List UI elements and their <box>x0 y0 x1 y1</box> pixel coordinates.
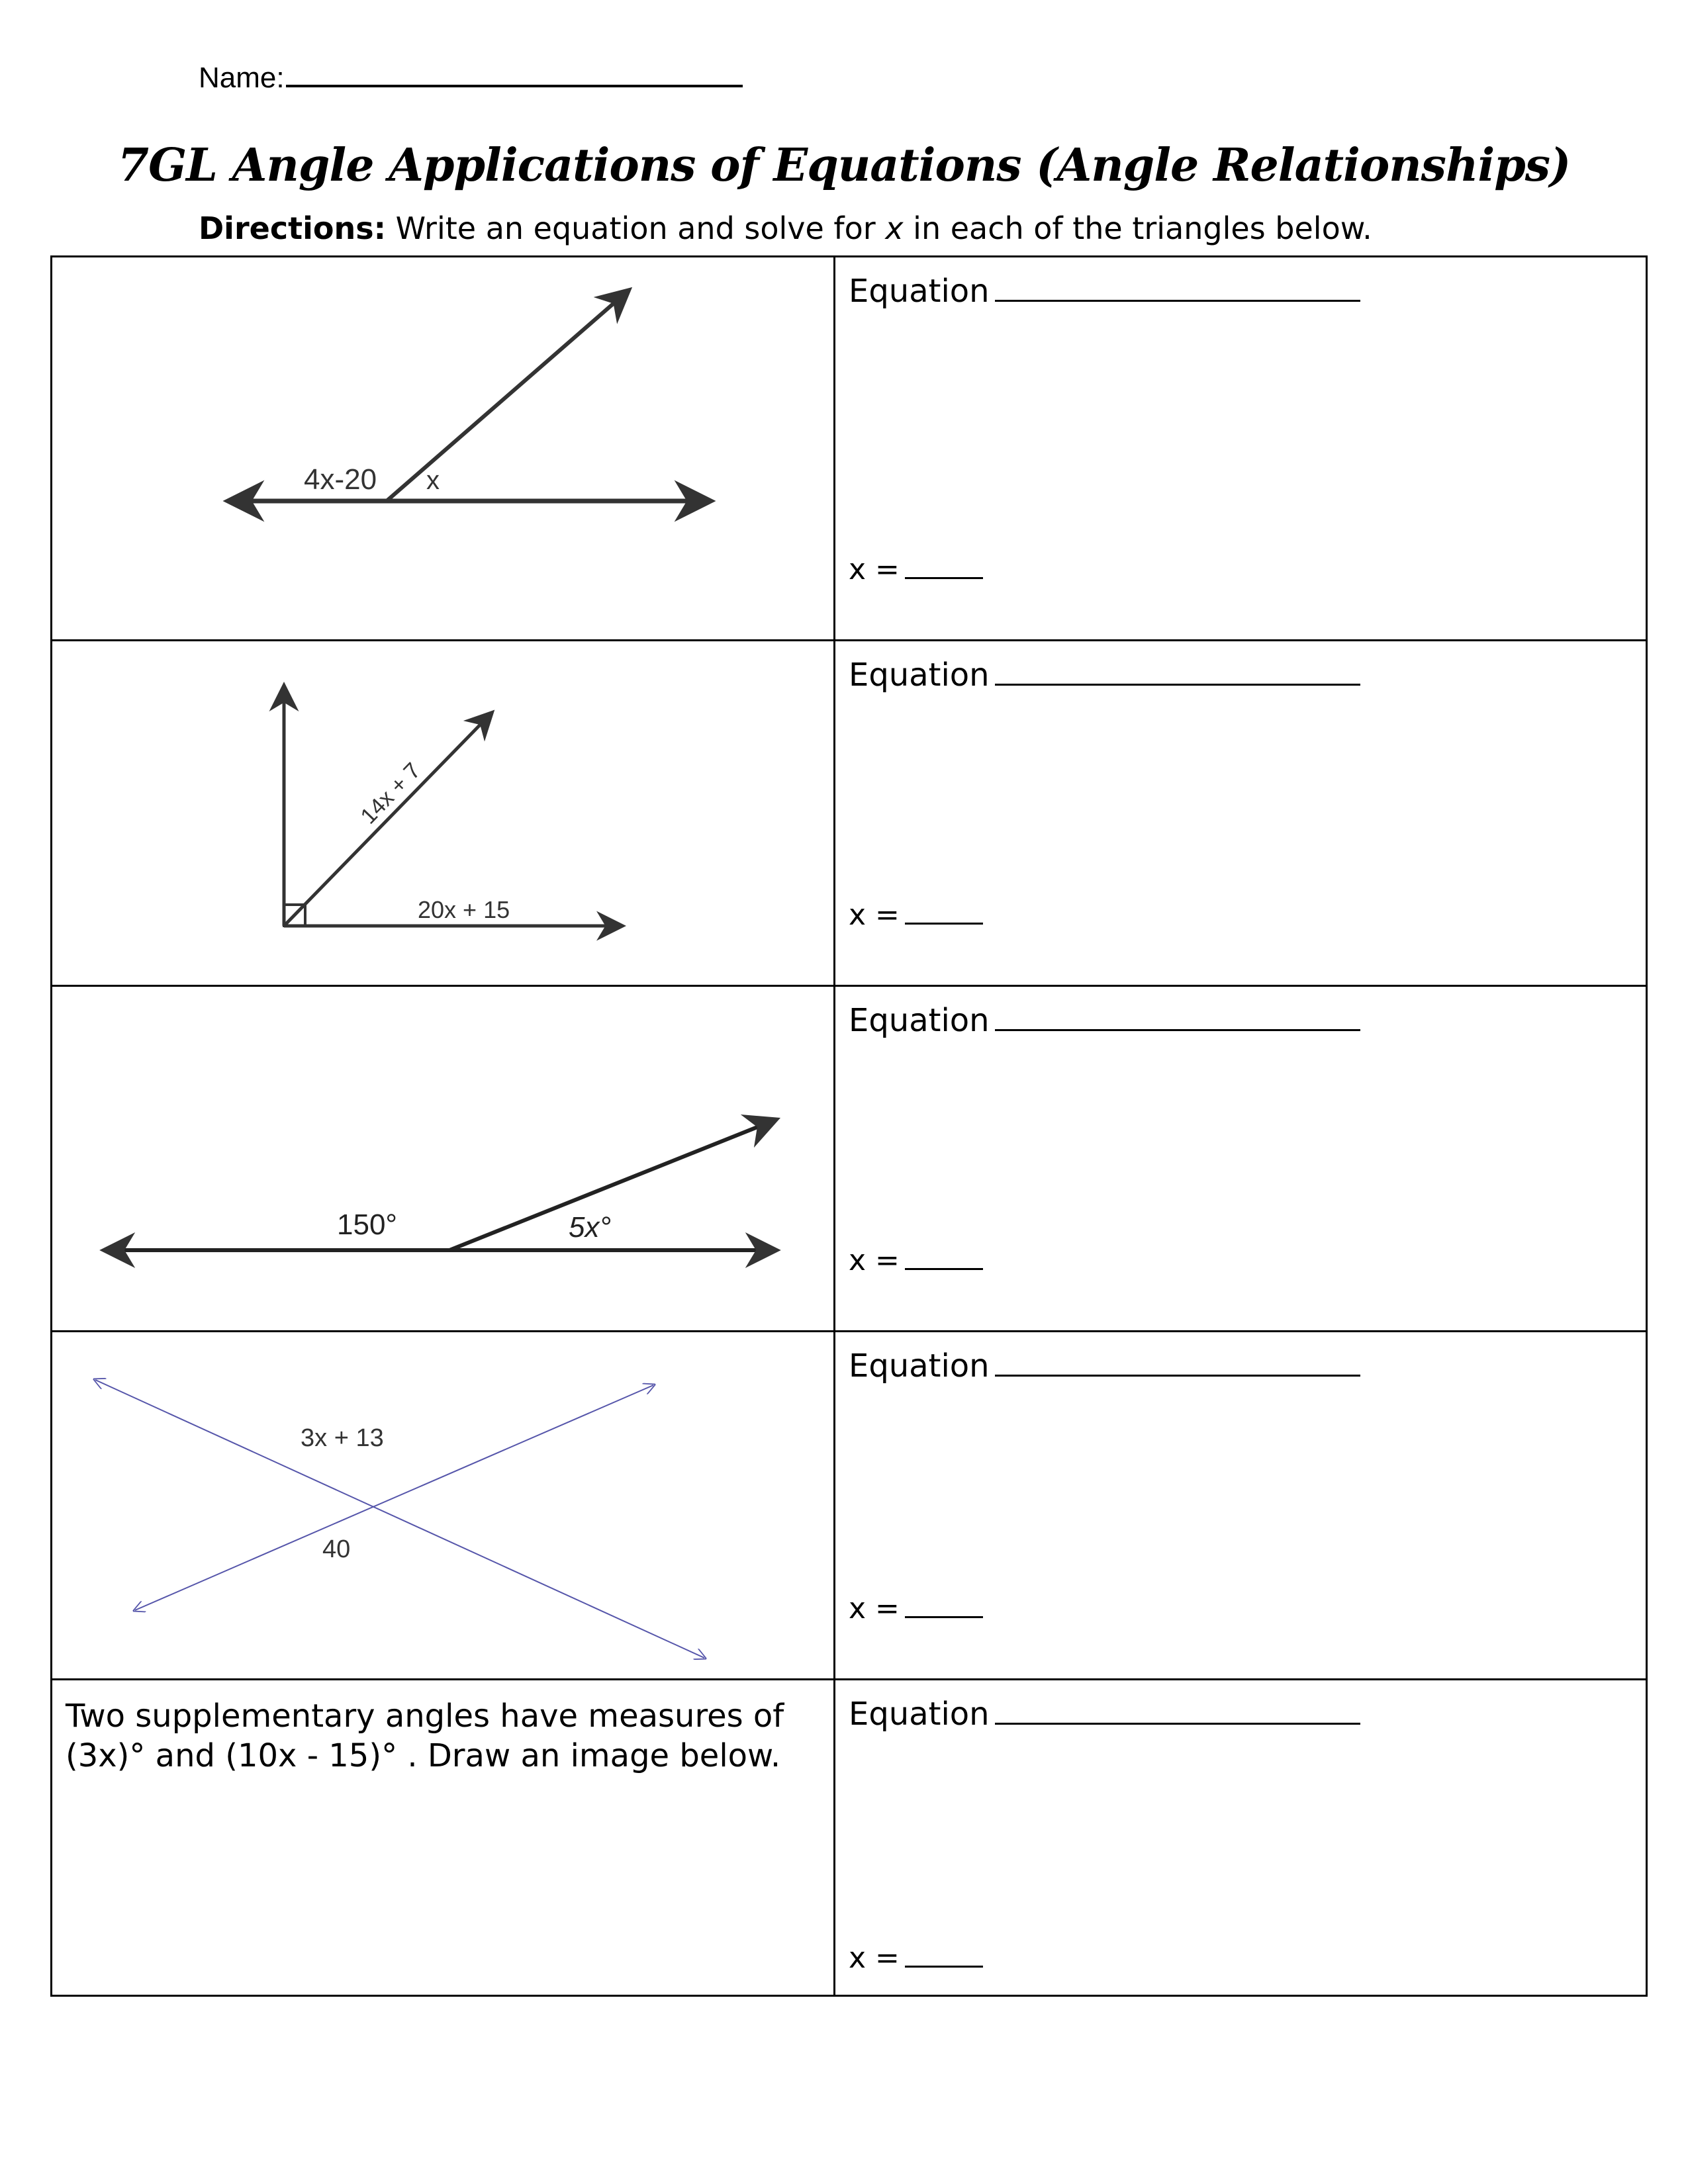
ray <box>387 292 627 501</box>
worksheet-title: 7GL Angle Applications of Equations (Angle Relationships) <box>117 139 1571 192</box>
x-answer-field-4[interactable] <box>849 1591 983 1625</box>
equation-blank[interactable] <box>995 1345 1360 1377</box>
problem-row-5 <box>52 1680 1647 1996</box>
x-label: x = <box>849 1941 900 1975</box>
x-answer-field-5[interactable] <box>849 1940 983 1975</box>
angle-label-top: 3x + 13 <box>301 1424 384 1452</box>
figure-cell-1 <box>52 257 835 641</box>
problem-row-2 <box>52 641 1647 986</box>
equation-field-5[interactable] <box>849 1694 1360 1733</box>
crossing-line-2 <box>135 1385 653 1610</box>
x-blank[interactable] <box>905 1243 983 1270</box>
equation-field-4[interactable] <box>849 1345 1360 1385</box>
angle-label-left: 4x-20 <box>304 463 377 496</box>
answer-cell-3 <box>835 986 1647 1332</box>
x-label: x = <box>849 898 900 932</box>
problem-row-3 <box>52 986 1647 1332</box>
figure-cell-3 <box>52 986 835 1332</box>
equation-blank[interactable] <box>995 655 1360 686</box>
equation-label: Equation <box>849 657 990 694</box>
equation-label: Equation <box>849 1002 990 1039</box>
ray <box>449 1120 774 1250</box>
crossing-line-1 <box>95 1380 704 1658</box>
prompt-cell-5 <box>52 1680 835 1996</box>
x-blank[interactable] <box>905 897 983 925</box>
name-blank[interactable] <box>286 58 743 87</box>
directions-label: Directions: <box>199 210 386 246</box>
supplementary-angle-diagram <box>52 987 833 1332</box>
x-blank[interactable] <box>905 552 983 579</box>
equation-blank[interactable] <box>995 271 1360 302</box>
x-label: x = <box>849 553 900 586</box>
problem-row-1 <box>52 257 1647 641</box>
middle-ray <box>284 714 491 926</box>
name-label: Name: <box>199 62 285 94</box>
x-answer-field-1[interactable] <box>849 552 983 586</box>
complementary-angle-diagram <box>52 641 833 987</box>
equation-field-3[interactable] <box>849 1000 1360 1039</box>
answer-cell-2 <box>835 641 1647 986</box>
x-answer-field-2[interactable] <box>849 897 983 932</box>
x-answer-field-3[interactable] <box>849 1243 983 1277</box>
angle-label-lower: 20x + 15 <box>418 896 510 923</box>
angle-label-upper: 14x + 7 <box>355 758 426 829</box>
x-label: x = <box>849 1244 900 1277</box>
worksheet-table <box>50 255 1648 1997</box>
directions <box>199 210 1372 246</box>
equation-field-2[interactable] <box>849 655 1360 694</box>
answer-cell-4 <box>835 1332 1647 1680</box>
vertical-angles-diagram <box>52 1332 833 1680</box>
answer-cell-5 <box>835 1680 1647 1996</box>
x-blank[interactable] <box>905 1940 983 1968</box>
directions-text-post: in each of the triangles below. <box>903 210 1372 246</box>
angle-label-left: 150° <box>337 1208 398 1241</box>
figure-cell-2 <box>52 641 835 986</box>
angle-label-right: x <box>426 466 440 495</box>
equation-label: Equation <box>849 1696 990 1733</box>
equation-field-1[interactable] <box>849 271 1360 310</box>
angle-label-bottom: 40 <box>322 1535 351 1563</box>
directions-text-pre: Write an equation and solve for <box>386 210 886 246</box>
angle-label-right: 5x° <box>569 1211 612 1244</box>
equation-blank[interactable] <box>995 1000 1360 1031</box>
directions-variable: x <box>885 210 904 246</box>
x-label: x = <box>849 1592 900 1625</box>
problem-row-4 <box>52 1332 1647 1680</box>
figure-cell-4 <box>52 1332 835 1680</box>
equation-blank[interactable] <box>995 1694 1360 1725</box>
answer-cell-1 <box>835 257 1647 641</box>
x-blank[interactable] <box>905 1591 983 1618</box>
word-problem: Two supplementary angles have measures of (3x)° and (10x - 15)° . Draw an image below. <box>66 1698 784 1774</box>
equation-label: Equation <box>849 273 990 310</box>
linear-pair-diagram <box>52 257 833 641</box>
name-field[interactable] <box>199 58 743 95</box>
equation-label: Equation <box>849 1347 990 1385</box>
